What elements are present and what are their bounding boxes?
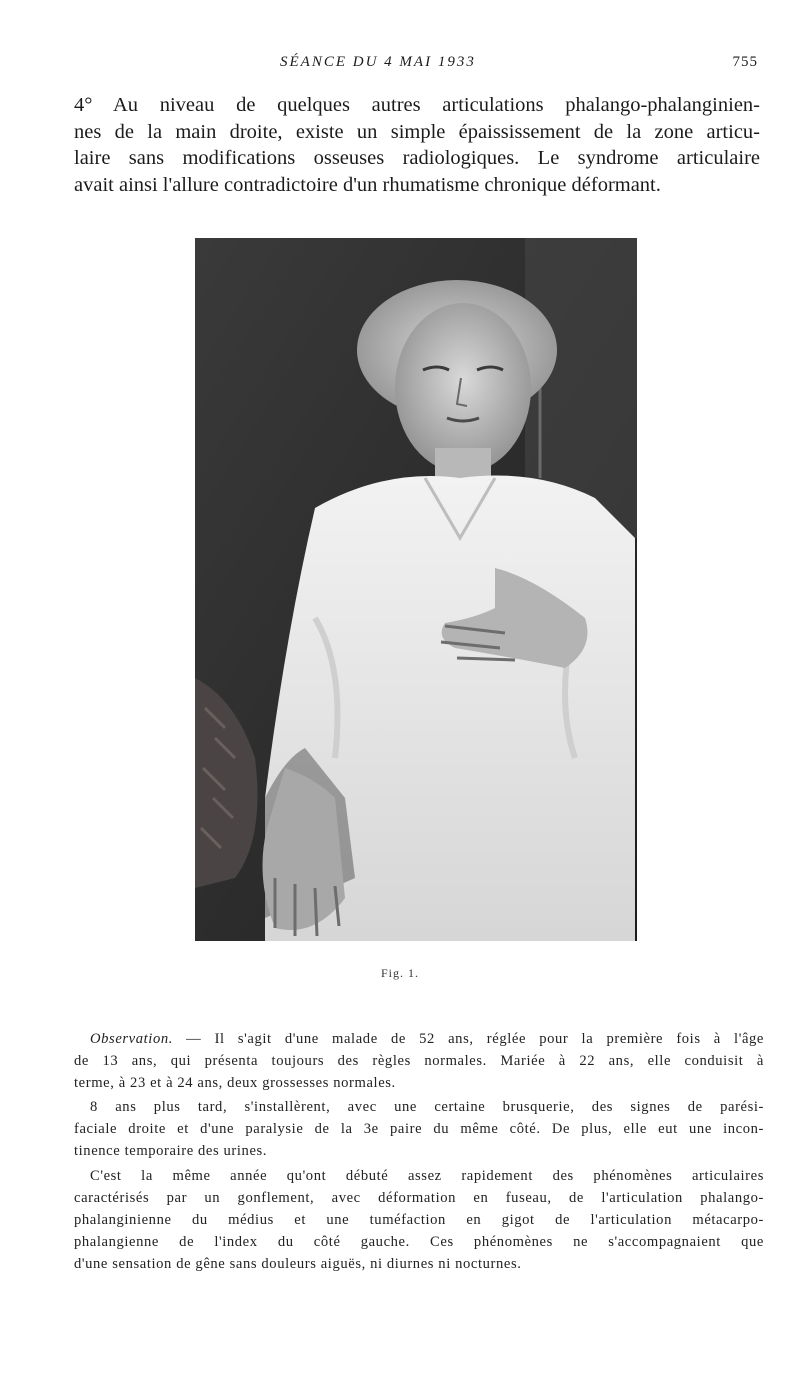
text-line: caractérisés par un gonflement, avec déformation en fuseau, de l'articulation phalango- <box>74 1189 764 1206</box>
text-line: 8 ans plus tard, s'installèrent, avec une certaine brusquerie, des signes de parési- <box>90 1099 764 1116</box>
text-line-rest: — Il s'agit d'une malade de 52 ans, réglée pour la première fois à l'âge <box>173 1031 764 1047</box>
observation-label: Observation. <box>90 1031 173 1047</box>
figure-caption: Fig. 1. <box>380 966 419 980</box>
patient-photo-image <box>195 238 637 941</box>
intro-paragraph <box>74 92 760 198</box>
running-title: SÉANCE DU 4 MAI 1933 <box>280 54 476 70</box>
intro-line: laire sans modifications osseuses radiologiques. Le syndrome articulaire <box>74 147 760 169</box>
intro-line: avait ainsi l'allure contradictoire d'un rhumatisme chronique déformant. <box>74 173 661 196</box>
text-line: tinence temporaire des urines. <box>74 1143 268 1160</box>
intro-line: 4° Au niveau de quelques autres articulations phalango-phalanginien- <box>74 94 760 116</box>
text-line: de 13 ans, qui présenta toujours des règles normales. Mariée à 22 ans, elle conduisit à <box>74 1053 764 1070</box>
page-number: 755 <box>732 54 758 70</box>
body-text <box>74 1028 764 1275</box>
running-head <box>0 54 800 76</box>
text-line: terme, à 23 et à 24 ans, deux grossesses normales. <box>74 1075 396 1092</box>
text-line: faciale droite et d'une paralysie de la 3e paire du même côté. De plus, elle eut une incon- <box>74 1121 764 1138</box>
text-line: phalanginienne du médius et une tuméfaction en gigot de l'articulation métacarpo- <box>74 1211 764 1228</box>
text-line: phalangienne de l'index du côté gauche. Ces phénomènes ne s'accompagnaient que <box>74 1233 764 1250</box>
text-line: d'une sensation de gêne sans douleurs aiguës, ni diurnes ni nocturnes. <box>74 1255 522 1272</box>
paragraph-observation <box>74 1028 764 1094</box>
paragraph-second <box>74 1096 764 1162</box>
text-line: C'est la même année qu'ont débuté assez rapidement des phénomènes articulaires <box>90 1167 764 1184</box>
text-line <box>74 1028 764 1050</box>
intro-line: nes de la main droite, existe un simple épaississement de la zone articu- <box>74 120 760 143</box>
paragraph-third <box>74 1165 764 1275</box>
figure-photograph <box>195 238 637 941</box>
